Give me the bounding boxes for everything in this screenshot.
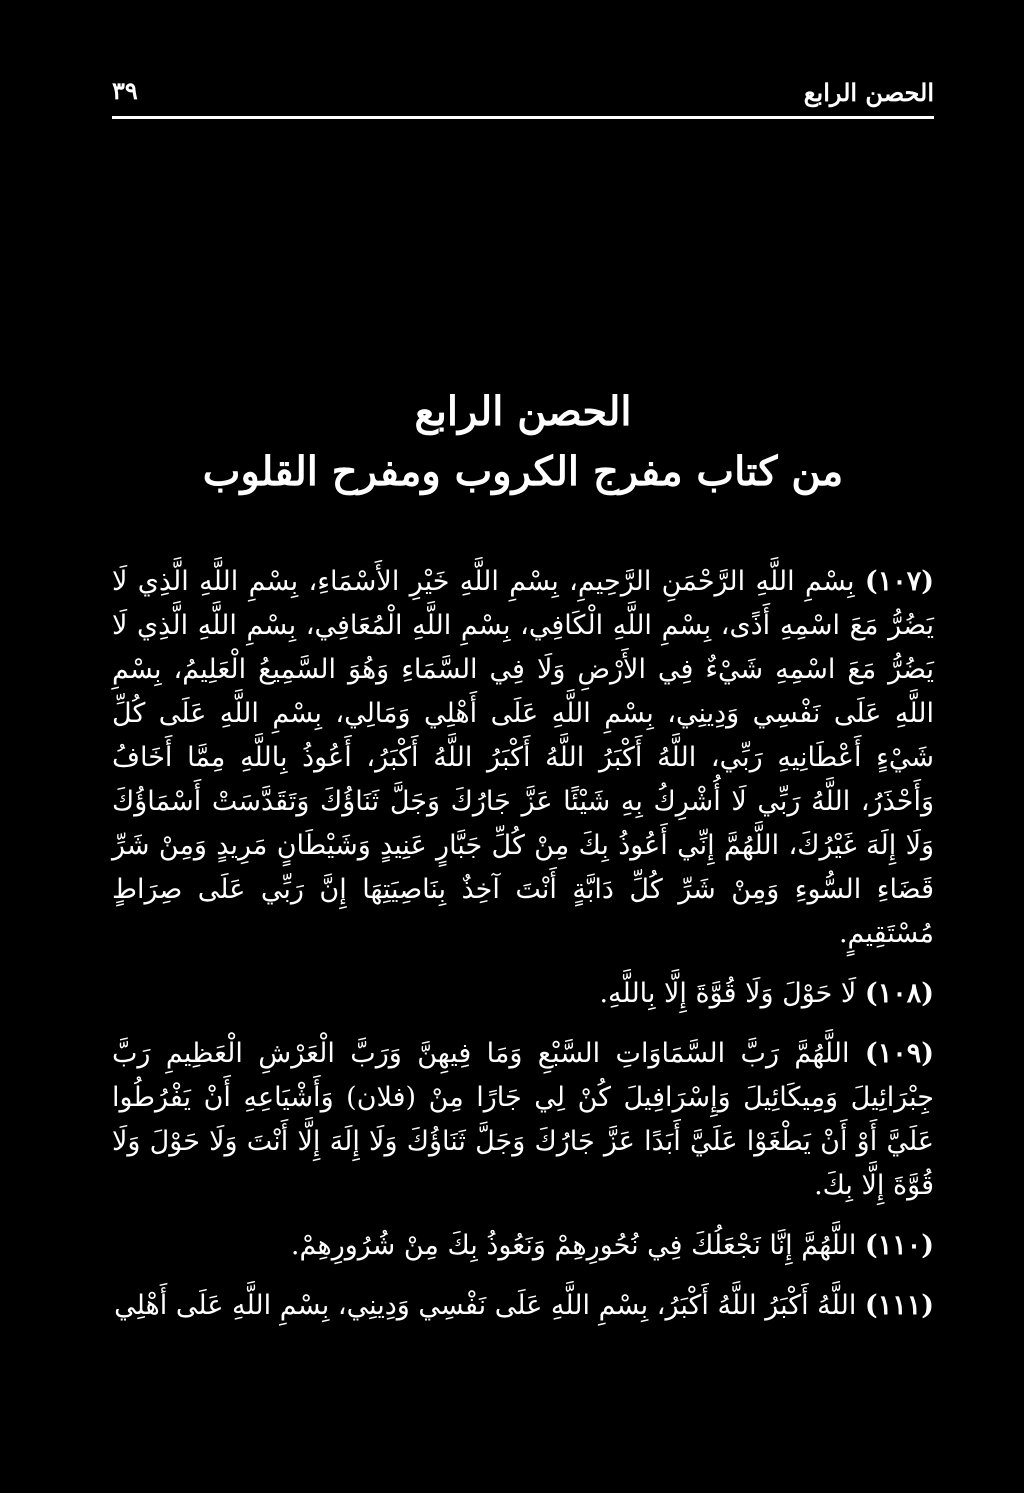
entry-text: بِسْمِ اللَّهِ الرَّحْمَنِ الرَّحِيمِ، بِسْمِ اللَّهِ خَيْرِ الأَسْمَاءِ، بِسْمِ اللَّهِ الَّذِي لَا يَضُرُّ مَعَ اسْمِهِ أَذًى، بِسْمِ اللَّهِ الْكَافِي، بِسْمِ اللَّهِ الْمُعَافِي، بِسْمِ اللَّهِ الَّذِي لَا يَضُرُّ مَعَ اسْمِهِ شَيْءٌ فِي الأَرْضِ وَلَا فِي السَّمَاءِ وَهُوَ السَّمِيعُ الْعَلِيمُ، بِسْمِ اللَّهِ عَلَى نَفْسِي وَدِينِي، بِسْمِ اللَّهِ عَلَى أَهْلِي وَمَالِي، بِسْمِ اللَّهِ عَلَى كُلِّ شَيْءٍ أَعْطَانِيهِ رَبِّي، اللَّهُ أَكْبَرُ اللَّهُ أَكْبَرُ اللَّهُ أَكْبَرُ، أَعُوذُ بِاللَّهِ مِمَّا أَخَافُ وَأَحْذَرُ، اللَّهُ رَبِّي لَا أُشْرِكُ بِهِ شَيْئًا عَزَّ جَارُكَ وَجَلَّ ثَنَاؤُكَ وَتَقَدَّسَتْ أَسْمَاؤُكَ وَلَا إِلَهَ غَيْرُكَ، اللَّهُمَّ إِنِّي أَعُوذُ بِكَ مِنْ كُلِّ جَبَّارٍ عَنِيدٍ وَشَيْطَانٍ مَرِيدٍ وَمِنْ شَرِّ قَضَاءِ السُّوءِ وَمِنْ شَرِّ كُلِّ دَابَّةٍ أَنْتَ آخِذٌ بِنَاصِيَتِهَا إِنَّ رَبِّي عَلَى صِرَاطٍ مُسْتَقِيمٍ. xyxy=(112,566,934,949)
entry-107 xyxy=(112,560,934,956)
supplications-body xyxy=(112,560,934,1344)
entry-text: لَا حَوْلَ وَلَا قُوَّةَ إِلَّا بِاللَّهِ. xyxy=(599,978,857,1009)
section-title: الحصن الرابع xyxy=(414,388,632,435)
header-divider xyxy=(112,116,934,119)
entry-108 xyxy=(112,972,934,1016)
entry-number: (١٠٩) xyxy=(864,1038,934,1069)
entry-text: اللَّهُمَّ إِنَّا نَجْعَلُكَ فِي نُحُورِهِمْ وَنَعُوذُ بِكَ مِنْ شُرُورِهِمْ. xyxy=(290,1230,857,1261)
entry-111 xyxy=(112,1284,934,1328)
entry-number: (١١٠) xyxy=(864,1230,934,1261)
running-header-title: الحصن الرابع xyxy=(803,78,934,107)
section-subtitle: من كتاب مفرج الكروب ومفرح القلوب xyxy=(202,448,844,495)
entry-number: (١٠٨) xyxy=(864,978,934,1009)
entry-number: (١١١) xyxy=(864,1290,934,1321)
running-header xyxy=(112,70,934,114)
entry-number: (١٠٧) xyxy=(864,566,934,597)
entry-text: اللَّهُ أَكْبَرُ اللَّهُ أَكْبَرُ، بِسْمِ اللَّهِ عَلَى نَفْسِي وَدِينِي، بِسْمِ اللَّهِ عَلَى أَهْلِي xyxy=(114,1290,857,1321)
page-number: ٣٩ xyxy=(112,76,138,105)
entry-text: اللَّهُمَّ رَبَّ السَّمَاوَاتِ السَّبْعِ وَمَا فِيهِنَّ وَرَبَّ الْعَرْشِ الْعَظِيمِ رَبَّ جِبْرَائِيلَ وَمِيكَائِيلَ وَإِسْرَافِيلَ كُنْ لِي جَارًا مِنْ (فلان) وَأَشْيَاعِهِ أَنْ يَفْرُطُوا عَلَيَّ أَوْ أَنْ يَطْغَوْا عَلَيَّ أَبَدًا عَزَّ جَارُكَ وَجَلَّ ثَنَاؤُكَ وَلَا إِلَهَ إِلَّا أَنْتَ وَلَا حَوْلَ وَلَا قُوَّةَ إِلَّا بِكَ. xyxy=(112,1038,934,1201)
entry-110 xyxy=(112,1224,934,1268)
entry-109 xyxy=(112,1032,934,1208)
